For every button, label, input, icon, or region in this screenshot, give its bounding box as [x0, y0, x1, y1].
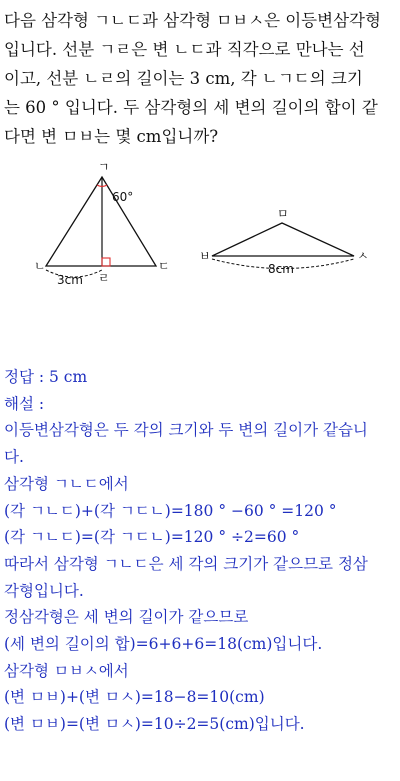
vertex-label-b: ㅂ: [199, 249, 211, 263]
answer-line: (각 ㄱㄴㄷ)+(각 ㄱㄷㄴ)=180 ° −60 ° =120 °: [4, 501, 337, 520]
answer-line: 다.: [4, 448, 24, 467]
problem-text: [4, 6, 398, 151]
triangle-mbs: [199, 207, 369, 276]
angle-label: 60°: [112, 190, 134, 204]
problem-line: 다면 변 ㅁㅂ는 몇 cm입니까?: [4, 127, 219, 146]
answer-explanation: [4, 364, 398, 738]
problem-line: 는 60 ° 입니다. 두 삼각형의 세 변의 길이의 합이 같: [4, 98, 378, 117]
problem-line: 입니다. 선분 ㄱㄹ은 변 ㄴㄷ과 직각으로 만나는 선: [4, 40, 365, 59]
vertex-label-m: ㅁ: [277, 207, 289, 221]
answer-line: 각형입니다.: [4, 581, 84, 600]
vertex-label-s: ㅅ: [357, 249, 369, 263]
vertex-label-d: ㄷ: [158, 259, 170, 273]
right-angle-mark: [102, 258, 110, 266]
answer-line: 이등변삼각형은 두 각의 크기와 두 변의 길이가 같습니: [4, 421, 368, 440]
answer-line: 해설 :: [4, 394, 45, 413]
answer-line: 따라서 삼각형 ㄱㄴㄷ은 세 각의 크기가 같으므로 정삼: [4, 554, 368, 573]
problem-line: 이고, 선분 ㄴㄹ의 길이는 3 cm, 각 ㄴㄱㄷ의 크기: [4, 69, 363, 88]
answer-line: 삼각형 ㄱㄴㄷ에서: [4, 474, 129, 493]
vertex-label-n: ㄴ: [34, 259, 46, 273]
triangles-figure: [0, 160, 400, 295]
answer-line: (변 ㅁㅂ)+(변 ㅁㅅ)=18−8=10(cm): [4, 688, 265, 707]
answer-line: (변 ㅁㅂ)=(변 ㅁㅅ)=10÷2=5(cm)입니다.: [4, 715, 305, 734]
answer-line: 삼각형 ㅁㅂㅅ에서: [4, 661, 129, 680]
vertex-label-g: ㄱ: [98, 160, 110, 174]
base-length-label: 8cm: [268, 262, 294, 276]
answer-line: (세 변의 길이의 합)=6+6+6=18(cm)입니다.: [4, 635, 323, 654]
answer-line: (각 ㄱㄴㄷ)=(각 ㄱㄷㄴ)=120 ° ÷2=60 °: [4, 528, 300, 547]
triangle-gnd: [34, 160, 170, 287]
segment-length-label: 3cm: [57, 273, 83, 287]
answer-line: 정삼각형은 세 변의 길이가 같으므로: [4, 608, 249, 627]
problem-line: 다음 삼각형 ㄱㄴㄷ과 삼각형 ㅁㅂㅅ은 이등변삼각형: [4, 11, 381, 30]
answer-line: 정답 : 5 cm: [4, 368, 88, 386]
foot-label-r: ㄹ: [98, 271, 110, 285]
